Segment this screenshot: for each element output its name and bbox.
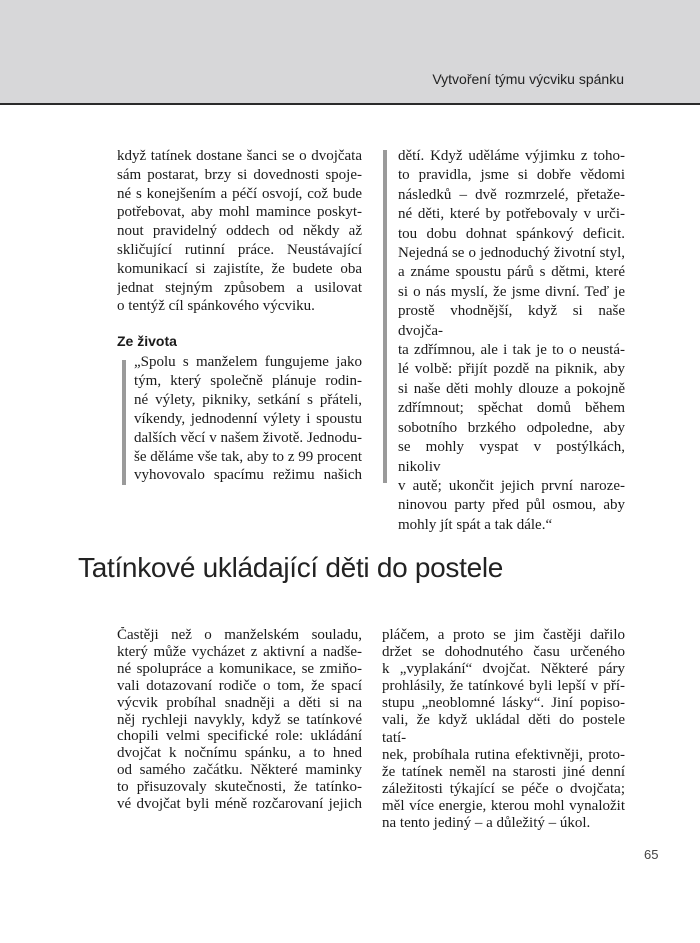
text-line: v autě; ukončit jejich první naroze-: [398, 477, 625, 494]
text-line: komunikací si zajistíte, že budete oba: [117, 260, 362, 277]
text-line: následků – dvě rozmrzelé, přetaže-: [398, 186, 625, 203]
text-line: tou dobu dohnat spánkový deficit.: [398, 225, 625, 242]
text-line: to pravidla, jsme si dobře vědomi: [398, 167, 625, 184]
text-line: něj rychleji navykly, když se tatínkové: [117, 711, 362, 728]
top-right-column: [398, 147, 625, 535]
text-line: dalších věcí v našem životě. Jednodu-: [134, 429, 362, 446]
text-line: od samého začátku. Některé maminky: [117, 762, 362, 779]
text-line: skličující rutinní práce. Neustávající: [117, 241, 362, 258]
text-line: si o nás myslí, že jsme divní. Teď je: [398, 283, 625, 300]
text-line: zdřímnout; spěchat domů během: [398, 400, 625, 417]
text-line: né spolupráce a komunikace, se zmiňo-: [117, 660, 362, 677]
text-line: k „vyplakání“ dvojčat. Některé páry: [382, 661, 625, 678]
quote-label: Ze života: [117, 333, 177, 349]
page-header: [0, 0, 700, 105]
text-line: „Spolu s manželem fungujeme jako: [134, 354, 362, 370]
text-line: když tatínek dostane šanci se o dvojčata: [117, 148, 362, 164]
section-heading: Tatínkové ukládající děti do postele: [78, 552, 504, 583]
text-line: měl více energie, kterou mohl vynaložit: [382, 797, 625, 814]
text-line: sobotního brzkého odpoledne, aby: [398, 419, 625, 436]
text-line: to přisuzovaly skutečnosti, že tatínko-: [117, 779, 362, 796]
text-line: na tento jediný – a důležitý – úkol.: [382, 815, 591, 832]
text-line: še děláme vše tak, aby to z 99 procent: [134, 448, 362, 465]
text-line: prohlásily, že tatínkové byli lepší v pří-: [382, 678, 625, 695]
text-line: prostě vhodnější, když si naše dvojča-: [398, 303, 625, 339]
text-line: dvojčat k nočnímu spánku, a to hned: [117, 745, 362, 762]
text-line: nek, probíhala rutina efektivněji, proto-: [382, 746, 625, 763]
text-line: se mohly vyspat v postýlkách, nikoliv: [398, 439, 625, 475]
top-left-column: [117, 147, 362, 316]
running-title: Vytvoření týmu výcviku spánku: [432, 71, 624, 87]
quote-text: [134, 353, 362, 485]
text-line: ta zdřímnou, ale i tak je to o neustá-: [398, 342, 625, 359]
text-line: jednat stejným způsobem a usilovat: [117, 279, 362, 296]
text-line: né děti, které by potřebovaly v urči-: [398, 206, 625, 223]
bottom-left-column: [117, 627, 362, 813]
text-line: chopili velmi specifické role: ukládání: [117, 728, 362, 745]
quote-bar: [122, 360, 126, 485]
text-line: záležitosti týkající se péče o dvojčata;: [382, 780, 625, 797]
text-line: že tatínek neměl na starosti jiné denní: [382, 763, 625, 780]
page-number: 65: [644, 847, 659, 862]
text-line: vé dvojčat byli méně rozčarovaní jejich: [117, 796, 362, 813]
text-line: víkendy, jednodenní výlety i spoustu: [134, 410, 362, 427]
text-line: vali dotazovaní rodiče o tom, že spací: [117, 677, 362, 694]
quote-bar-right: [383, 150, 387, 483]
text-line: dětí. Když uděláme výjimku z toho-: [398, 148, 625, 164]
text-line: mohly jít spát a tak dále.“: [398, 516, 553, 533]
text-line: vali, že když ukládal děti do postele tatí-: [382, 712, 625, 746]
text-line: tým, který společně plánuje rodin-: [134, 372, 362, 389]
text-line: vyhovovalo spacímu režimu našich: [134, 467, 362, 484]
text-line: si naše děti mohly dlouze a pokojně: [398, 380, 625, 397]
text-line: sám postarat, brzy si dovednosti spoje-: [117, 166, 362, 183]
text-line: lé volbě: přijít pozdě na piknik, aby: [398, 361, 625, 378]
text-line: a známe spoustu párů s dětmi, které: [398, 264, 625, 281]
text-line: o tentýž cíl spánkového výcviku.: [117, 298, 315, 315]
bottom-right-column: [382, 627, 625, 832]
text-line: nout pravidelný oddech od někdy až: [117, 223, 362, 240]
text-line: Nejedná se o jednoduchý životní styl,: [398, 245, 625, 262]
text-line: držet se dohodnutého času určeného: [382, 644, 625, 661]
text-line: stupu „neoblomné lásky“. Jiní popiso-: [382, 695, 625, 712]
text-line: ninovou party před půl osmou, aby: [398, 497, 625, 514]
text-line: né s konejšením a péčí osvojí, což bude: [117, 185, 362, 202]
text-line: který může vycházet z aktivní a nadše-: [117, 643, 362, 660]
text-line: pláčem, a proto se jim častěji dařilo: [382, 627, 625, 643]
text-line: Častěji než o manželském souladu,: [117, 627, 362, 643]
text-line: výcvik probíhal snadněji a děti si na: [117, 694, 362, 711]
text-line: né výlety, pikniky, setkání s přáteli,: [134, 391, 362, 408]
text-line: potřebovat, aby mohl mamince poskyt-: [117, 204, 362, 221]
